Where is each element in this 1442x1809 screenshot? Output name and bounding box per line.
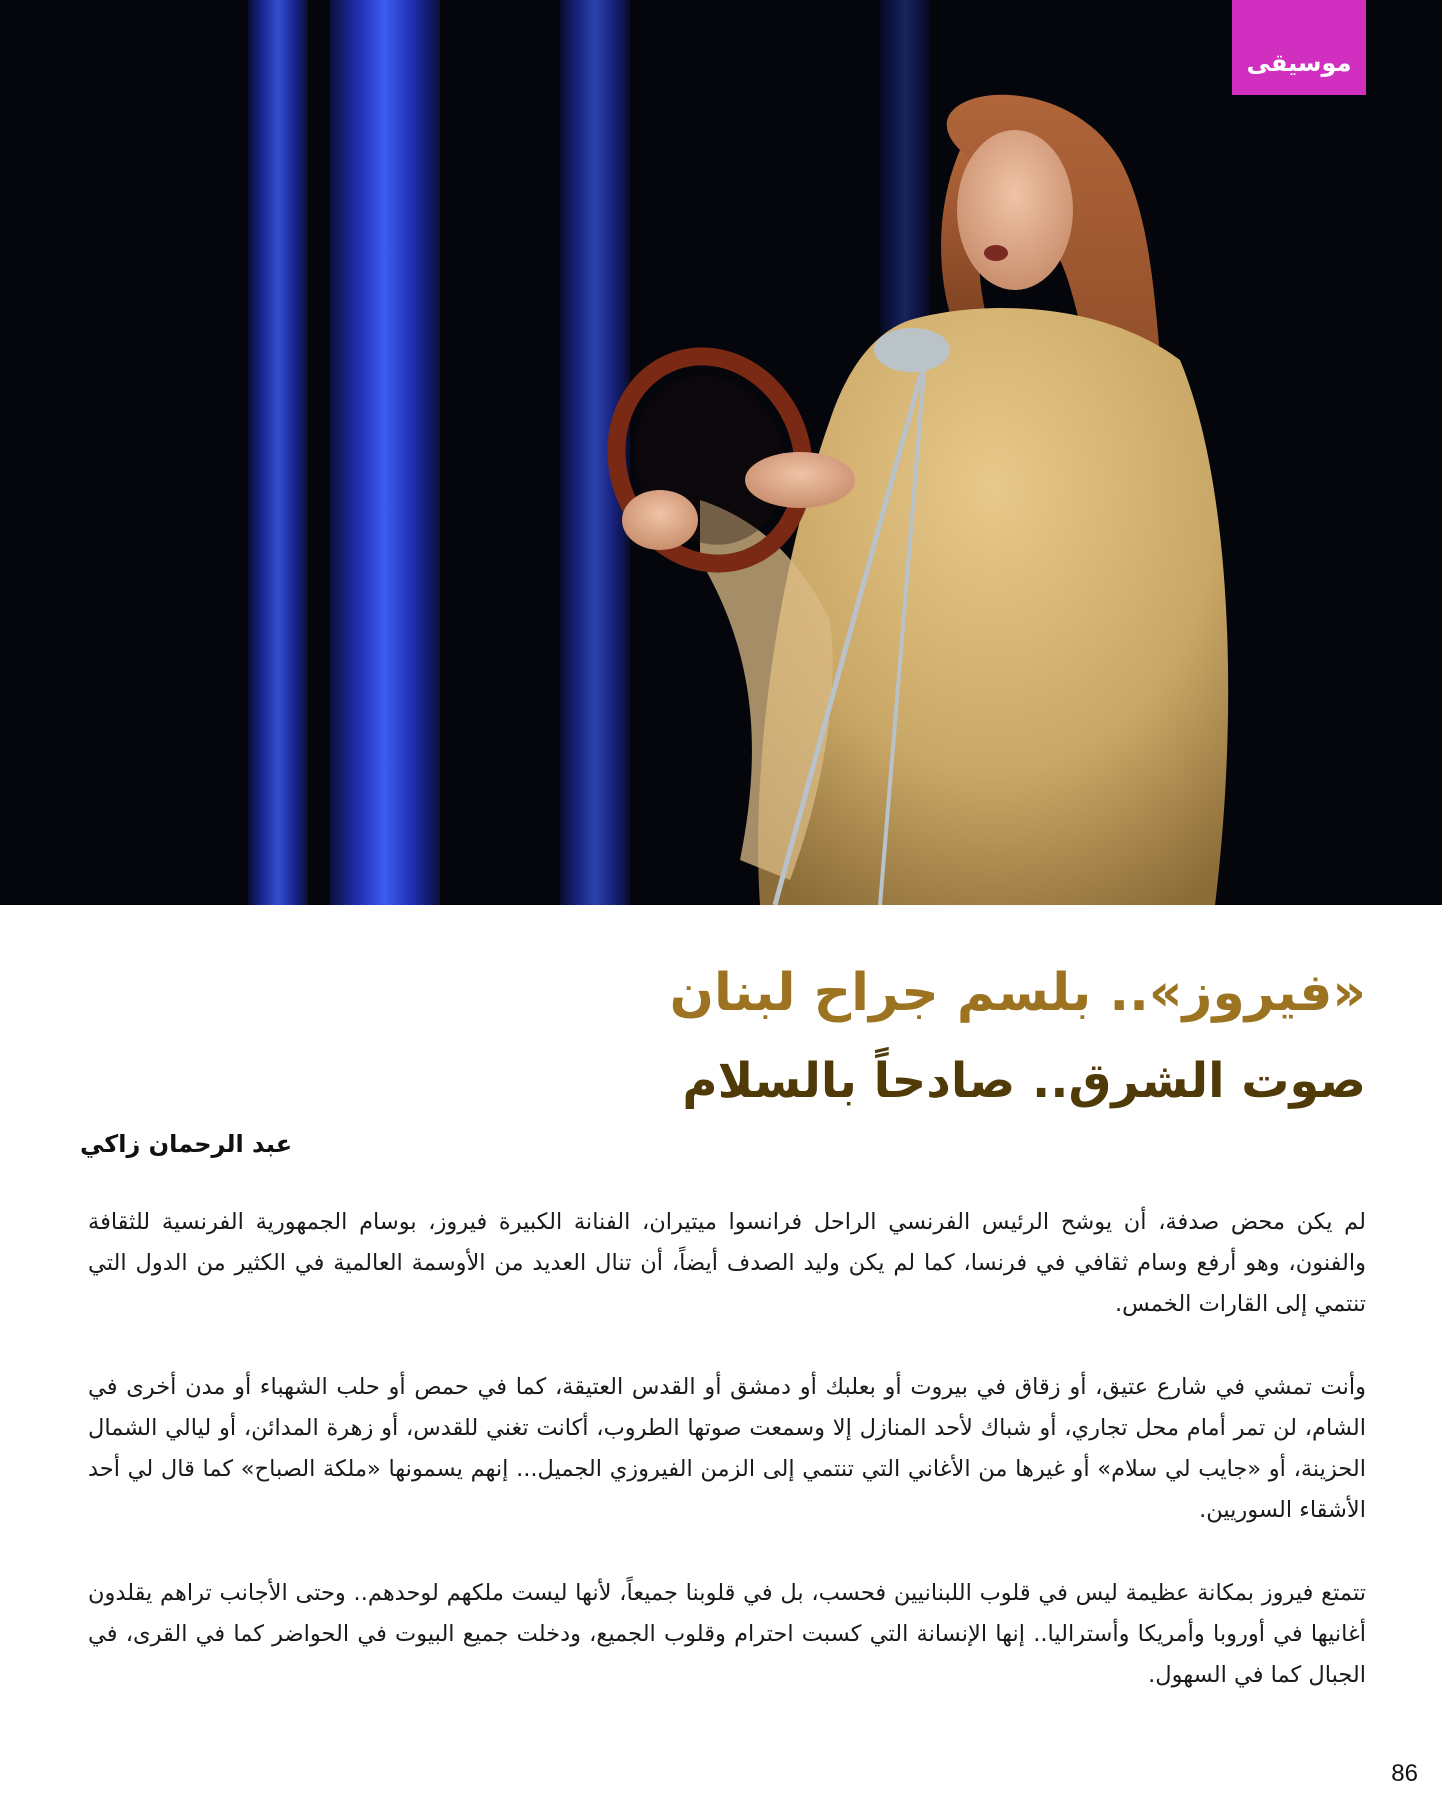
- curtain-fold-1: [248, 0, 308, 905]
- left-hand: [622, 490, 698, 550]
- page-number: 86: [1391, 1760, 1418, 1787]
- curtain-fold-2: [330, 0, 440, 905]
- microphone-head: [874, 328, 950, 372]
- paragraph-1: لم يكن محض صدفة، أن يوشح الرئيس الفرنسي الراحل فرانسوا ميتيران، الفنانة الكبيرة فيروز، بوسام الجمهورية الفرنسية للثقافة والفنون، وهو أرفع وسام ثقافي في فرنسا، كما لم يكن وليد الصدف أيضاً، أن تنال العديد من الأوسمة العالمية في الكثير من الدول التي تنتمي إلى القارات الخمس.: [88, 1209, 1366, 1317]
- right-hand: [745, 452, 855, 508]
- author-byline: عبد الرحمان زاكي: [80, 1130, 293, 1158]
- subheadline: صوت الشرق.. صادحاً بالسلام: [682, 1053, 1366, 1109]
- headline: «فيروز».. بلسم جراح لبنان: [669, 963, 1366, 1023]
- paragraph-2: وأنت تمشي في شارع عتيق، أو زقاق في بيروت أو بعلبك أو دمشق أو القدس العتيقة، كما في حمص أو حلب الشهباء أو مدن أخرى في الشام، لن تمر أمام محل تجاري، أو شباك لأحد المنازل إلا وسمعت صوتها الطروب، أكانت تغني للقدس، أو زهرة المدائن، أو ليالي الشمال الحزينة، أو «جايب لي سلام» أو غيرها من الأغاني التي تنتمي إلى الزمن الفيروزي الجميل... إنهم يسمونها «ملكة الصباح» كما قال لي أحد الأشقاء السوريين.: [88, 1374, 1366, 1523]
- category-tag: موسيقى: [1232, 0, 1366, 95]
- paragraph-3: تتمتع فيروز بمكانة عظيمة ليس في قلوب اللبنانيين فحسب، بل في قلوبنا جميعاً، لأنها ليست ملكهم لوحدهم.. وحتى الأجانب تراهم يقلدون أغانيها في أوروبا وأمريكا وأستراليا.. إنها الإنسانة التي كسبت احترام وقلوب الجميع، ودخلت جميع البيوت في الحواضر كما في القرى، في الجبال كما في السهول.: [88, 1580, 1366, 1688]
- singer-face: [957, 130, 1073, 290]
- article-body: [88, 1202, 1366, 1738]
